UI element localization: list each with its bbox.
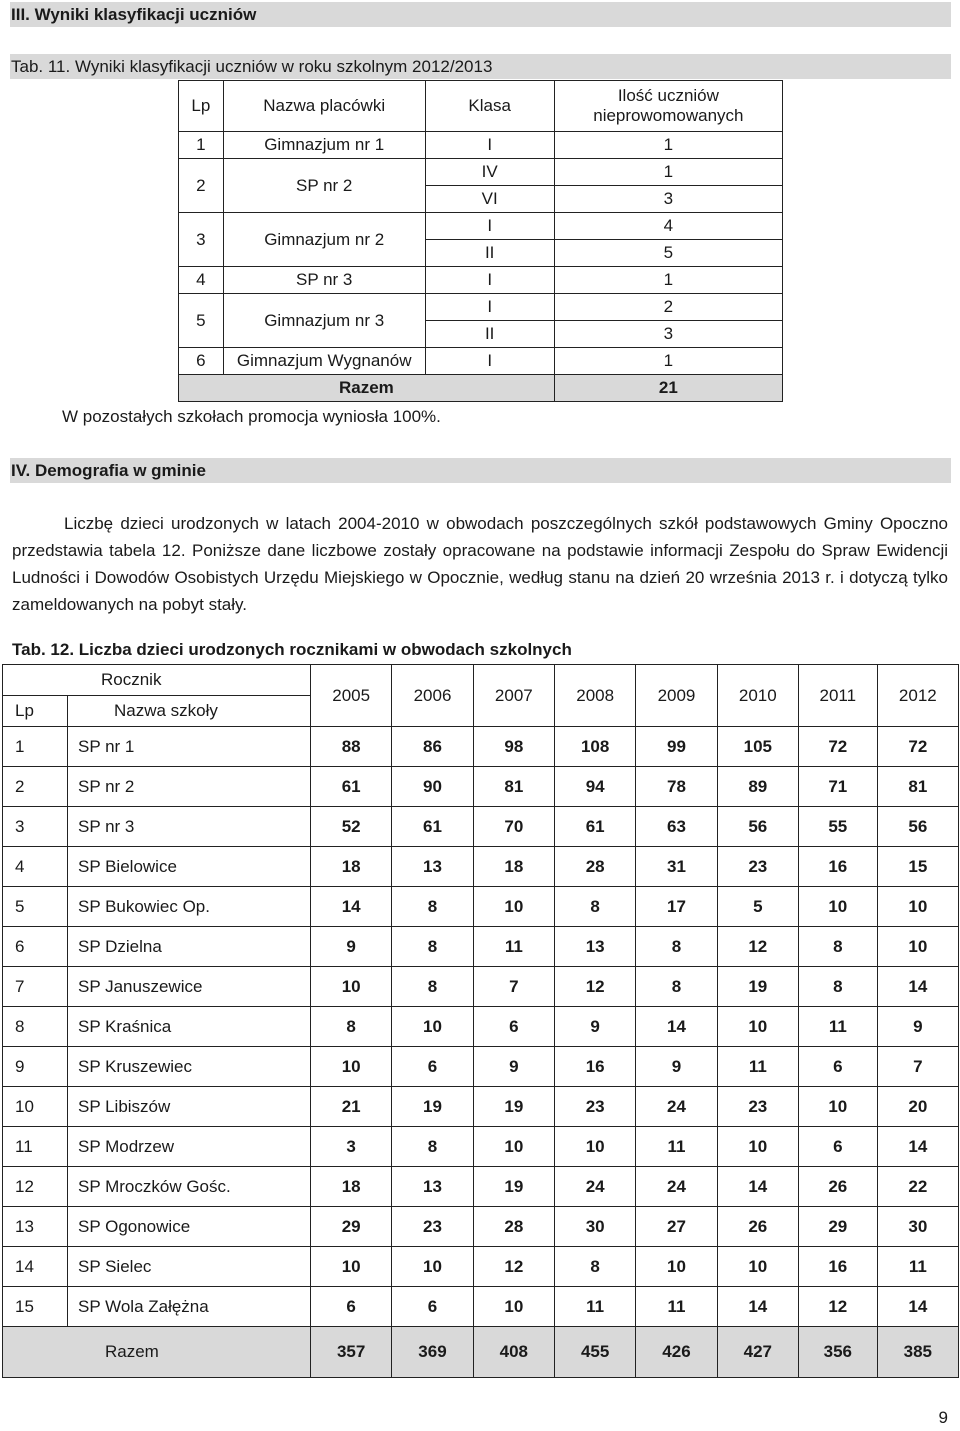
row-value: 56: [877, 807, 958, 847]
row-school-name: SP Mroczków Gośc.: [68, 1167, 311, 1207]
tab11-caption: Tab. 11. Wyniki klasyfikacji uczniów w roku szkolnym 2012/2013: [10, 54, 951, 79]
row-value: 28: [554, 847, 635, 887]
row-value: 89: [717, 767, 798, 807]
row-value: 29: [798, 1207, 877, 1247]
header-school-name: Nazwa szkoły: [68, 696, 311, 727]
row-value: 13: [392, 847, 473, 887]
row-school-name: Gimnazjum nr 3: [223, 294, 425, 348]
row-school-name: SP Dzielna: [68, 927, 311, 967]
row-count: 3: [554, 186, 782, 213]
row-value: 10: [798, 887, 877, 927]
row-lp: 2: [179, 159, 224, 213]
row-value: 8: [392, 887, 473, 927]
total-value: 356: [798, 1327, 877, 1378]
table-row: [3, 1167, 959, 1207]
row-class: I: [425, 213, 554, 240]
row-school-name: SP Sielec: [68, 1247, 311, 1287]
row-value: 8: [554, 887, 635, 927]
row-lp: 11: [3, 1127, 68, 1167]
tab12-caption: Tab. 12. Liczba dzieci urodzonych rocznikami w obwodach szkolnych: [12, 640, 572, 659]
row-value: 10: [717, 1127, 798, 1167]
row-class: I: [425, 132, 554, 159]
row-lp: 4: [179, 267, 224, 294]
row-value: 19: [717, 967, 798, 1007]
row-school-name: SP Januszewice: [68, 967, 311, 1007]
row-value: 56: [717, 807, 798, 847]
row-value: 10: [798, 1087, 877, 1127]
row-lp: 4: [3, 847, 68, 887]
row-value: 72: [877, 727, 958, 767]
row-value: 8: [392, 1127, 473, 1167]
row-value: 9: [554, 1007, 635, 1047]
row-value: 52: [311, 807, 392, 847]
row-lp: 3: [179, 213, 224, 267]
row-school-name: Gimnazjum nr 1: [223, 132, 425, 159]
row-value: 8: [392, 927, 473, 967]
row-value: 11: [636, 1287, 717, 1327]
row-value: 61: [554, 807, 635, 847]
row-value: 14: [717, 1287, 798, 1327]
row-value: 16: [798, 847, 877, 887]
row-value: 10: [473, 1127, 554, 1167]
row-value: 94: [554, 767, 635, 807]
header-count: Ilość uczniów nieprowomowanych: [554, 81, 782, 132]
total-value: 21: [554, 375, 782, 402]
row-value: 8: [798, 927, 877, 967]
row-value: 6: [392, 1287, 473, 1327]
row-class: I: [425, 348, 554, 375]
row-value: 19: [473, 1087, 554, 1127]
row-value: 11: [636, 1127, 717, 1167]
row-value: 9: [473, 1047, 554, 1087]
row-value: 12: [554, 967, 635, 1007]
row-school-name: SP nr 2: [68, 767, 311, 807]
section-3-heading: III. Wyniki klasyfikacji uczniów: [10, 2, 951, 27]
row-lp: 6: [179, 348, 224, 375]
row-value: 23: [717, 1087, 798, 1127]
total-value: 408: [473, 1327, 554, 1378]
total-label: Razem: [179, 375, 555, 402]
header-lp: Lp: [3, 696, 68, 727]
row-value: 12: [717, 927, 798, 967]
row-value: 9: [311, 927, 392, 967]
row-value: 5: [717, 887, 798, 927]
row-value: 105: [717, 727, 798, 767]
row-value: 14: [877, 1127, 958, 1167]
row-value: 14: [877, 1287, 958, 1327]
row-value: 10: [877, 887, 958, 927]
total-label: Razem: [3, 1327, 311, 1378]
row-value: 16: [798, 1247, 877, 1287]
row-value: 14: [311, 887, 392, 927]
row-lp: 13: [3, 1207, 68, 1247]
table-row: [179, 132, 783, 159]
row-lp: 1: [179, 132, 224, 159]
row-value: 24: [636, 1167, 717, 1207]
total-value: 427: [717, 1327, 798, 1378]
row-value: 7: [877, 1047, 958, 1087]
row-value: 24: [636, 1087, 717, 1127]
row-value: 18: [311, 847, 392, 887]
row-school-name: SP nr 1: [68, 727, 311, 767]
row-count: 1: [554, 348, 782, 375]
row-value: 30: [554, 1207, 635, 1247]
row-value: 63: [636, 807, 717, 847]
row-lp: 5: [3, 887, 68, 927]
header-year: 2006: [392, 665, 473, 727]
row-value: 31: [636, 847, 717, 887]
table-row: [3, 1287, 959, 1327]
row-value: 8: [798, 967, 877, 1007]
table-header-row: [3, 665, 959, 696]
row-count: 2: [554, 294, 782, 321]
table-row: [3, 1047, 959, 1087]
row-lp: 7: [3, 967, 68, 1007]
row-count: 1: [554, 159, 782, 186]
row-value: 71: [798, 767, 877, 807]
row-value: 6: [473, 1007, 554, 1047]
row-value: 81: [473, 767, 554, 807]
row-value: 16: [554, 1047, 635, 1087]
row-school-name: SP Kraśnica: [68, 1007, 311, 1047]
row-value: 10: [636, 1247, 717, 1287]
row-value: 10: [473, 887, 554, 927]
row-value: 20: [877, 1087, 958, 1127]
row-school-name: SP Libiszów: [68, 1087, 311, 1127]
header-year: 2009: [636, 665, 717, 727]
row-lp: 12: [3, 1167, 68, 1207]
row-value: 21: [311, 1087, 392, 1127]
row-value: 10: [717, 1247, 798, 1287]
row-value: 14: [877, 967, 958, 1007]
total-value: 455: [554, 1327, 635, 1378]
row-class: II: [425, 321, 554, 348]
row-value: 8: [636, 967, 717, 1007]
row-value: 10: [473, 1287, 554, 1327]
row-value: 99: [636, 727, 717, 767]
row-value: 6: [798, 1127, 877, 1167]
table-row: [3, 887, 959, 927]
header-name: Nazwa placówki: [223, 81, 425, 132]
page-number: 9: [938, 1408, 948, 1427]
row-school-name: Gimnazjum Wygnanów: [223, 348, 425, 375]
row-lp: 6: [3, 927, 68, 967]
demography-paragraph: [12, 510, 948, 618]
table-row: [3, 1247, 959, 1287]
row-value: 11: [554, 1287, 635, 1327]
row-value: 23: [717, 847, 798, 887]
table-row: [3, 807, 959, 847]
section-4-heading: IV. Demografia w gminie: [10, 458, 951, 483]
table-row: [3, 1207, 959, 1247]
row-school-name: SP nr 2: [223, 159, 425, 213]
row-value: 15: [877, 847, 958, 887]
total-value: 426: [636, 1327, 717, 1378]
table-row: [3, 727, 959, 767]
row-count: 4: [554, 213, 782, 240]
row-count: 3: [554, 321, 782, 348]
row-value: 14: [717, 1167, 798, 1207]
row-value: 6: [311, 1287, 392, 1327]
header-year: 2007: [473, 665, 554, 727]
row-value: 18: [311, 1167, 392, 1207]
row-value: 8: [554, 1247, 635, 1287]
row-school-name: SP Wola Załężna: [68, 1287, 311, 1327]
row-value: 72: [798, 727, 877, 767]
row-lp: 10: [3, 1087, 68, 1127]
row-school-name: SP nr 3: [223, 267, 425, 294]
header-year: 2005: [311, 665, 392, 727]
row-value: 8: [311, 1007, 392, 1047]
row-value: 98: [473, 727, 554, 767]
row-value: 10: [877, 927, 958, 967]
table-row: [3, 847, 959, 887]
row-value: 6: [798, 1047, 877, 1087]
row-school-name: SP Kruszewiec: [68, 1047, 311, 1087]
row-value: 12: [798, 1287, 877, 1327]
row-value: 8: [636, 927, 717, 967]
row-lp: 5: [179, 294, 224, 348]
table-row: [179, 159, 783, 186]
row-value: 24: [554, 1167, 635, 1207]
header-year: 2010: [717, 665, 798, 727]
row-value: 14: [636, 1007, 717, 1047]
row-value: 81: [877, 767, 958, 807]
total-row: [3, 1327, 959, 1378]
header-year: 2011: [798, 665, 877, 727]
row-lp: 2: [3, 767, 68, 807]
row-value: 10: [311, 1047, 392, 1087]
header-rocznik: Rocznik: [3, 665, 311, 696]
row-lp: 14: [3, 1247, 68, 1287]
row-value: 17: [636, 887, 717, 927]
row-value: 10: [311, 967, 392, 1007]
classification-table: [178, 80, 783, 402]
row-value: 28: [473, 1207, 554, 1247]
row-value: 61: [311, 767, 392, 807]
row-class: IV: [425, 159, 554, 186]
row-value: 8: [392, 967, 473, 1007]
row-lp: 1: [3, 727, 68, 767]
row-school-name: SP Bukowiec Op.: [68, 887, 311, 927]
row-value: 13: [392, 1167, 473, 1207]
total-value: 369: [392, 1327, 473, 1378]
header-lp: Lp: [179, 81, 224, 132]
total-value: 357: [311, 1327, 392, 1378]
table-row: [179, 348, 783, 375]
row-value: 88: [311, 727, 392, 767]
row-value: 70: [473, 807, 554, 847]
row-value: 10: [554, 1127, 635, 1167]
row-school-name: SP nr 3: [68, 807, 311, 847]
total-row: [179, 375, 783, 402]
table-row: [3, 967, 959, 1007]
promotion-note: W pozostałych szkołach promocja wyniosła 100%.: [62, 407, 441, 426]
row-value: 11: [877, 1247, 958, 1287]
header-class: Klasa: [425, 81, 554, 132]
table-row: [179, 267, 783, 294]
row-class: VI: [425, 186, 554, 213]
row-value: 10: [392, 1007, 473, 1047]
row-value: 55: [798, 807, 877, 847]
row-value: 23: [554, 1087, 635, 1127]
row-value: 27: [636, 1207, 717, 1247]
row-value: 19: [473, 1167, 554, 1207]
row-count: 5: [554, 240, 782, 267]
row-value: 22: [877, 1167, 958, 1207]
row-value: 10: [392, 1247, 473, 1287]
row-value: 11: [717, 1047, 798, 1087]
row-value: 78: [636, 767, 717, 807]
row-value: 7: [473, 967, 554, 1007]
table-row: [3, 1087, 959, 1127]
row-value: 18: [473, 847, 554, 887]
row-school-name: SP Bielowice: [68, 847, 311, 887]
table-header-row: [179, 81, 783, 132]
row-value: 10: [311, 1247, 392, 1287]
row-value: 19: [392, 1087, 473, 1127]
row-value: 13: [554, 927, 635, 967]
row-lp: 3: [3, 807, 68, 847]
row-school-name: Gimnazjum nr 2: [223, 213, 425, 267]
row-lp: 8: [3, 1007, 68, 1047]
row-value: 61: [392, 807, 473, 847]
total-value: 385: [877, 1327, 958, 1378]
paragraph-text: Liczbę dzieci urodzonych w latach 2004-2010 w obwodach poszczególnych szkół podstawowych Gminy Opoczno przedstawia tabela 12. Poniższe dane liczbowe zostały opracowane na podstawie informacji Zespołu do Spraw Ewidencji Ludności i Dowodów Osobistych Urzędu Miejskiego w Opocznie, według stanu na dzień 20 września 2013 r. i dotyczą tylko zameldowanych na pobyt stały.: [12, 514, 948, 614]
table-row: [3, 1007, 959, 1047]
row-value: 23: [392, 1207, 473, 1247]
row-value: 86: [392, 727, 473, 767]
row-count: 1: [554, 267, 782, 294]
row-value: 12: [473, 1247, 554, 1287]
row-school-name: SP Ogonowice: [68, 1207, 311, 1247]
row-class: I: [425, 267, 554, 294]
header-year: 2008: [554, 665, 635, 727]
row-value: 30: [877, 1207, 958, 1247]
header-year: 2012: [877, 665, 958, 727]
table-row: [3, 1127, 959, 1167]
row-value: 9: [636, 1047, 717, 1087]
row-school-name: SP Modrzew: [68, 1127, 311, 1167]
row-value: 26: [798, 1167, 877, 1207]
row-value: 108: [554, 727, 635, 767]
row-value: 11: [473, 927, 554, 967]
table-row: [179, 213, 783, 240]
table-row: [3, 767, 959, 807]
row-value: 6: [392, 1047, 473, 1087]
row-lp: 9: [3, 1047, 68, 1087]
row-value: 29: [311, 1207, 392, 1247]
row-value: 11: [798, 1007, 877, 1047]
row-value: 26: [717, 1207, 798, 1247]
row-value: 10: [717, 1007, 798, 1047]
row-class: II: [425, 240, 554, 267]
row-value: 90: [392, 767, 473, 807]
row-value: 9: [877, 1007, 958, 1047]
births-table: [2, 664, 959, 1378]
row-count: 1: [554, 132, 782, 159]
table-row: [179, 294, 783, 321]
table-row: [3, 927, 959, 967]
row-lp: 15: [3, 1287, 68, 1327]
row-class: I: [425, 294, 554, 321]
row-value: 3: [311, 1127, 392, 1167]
